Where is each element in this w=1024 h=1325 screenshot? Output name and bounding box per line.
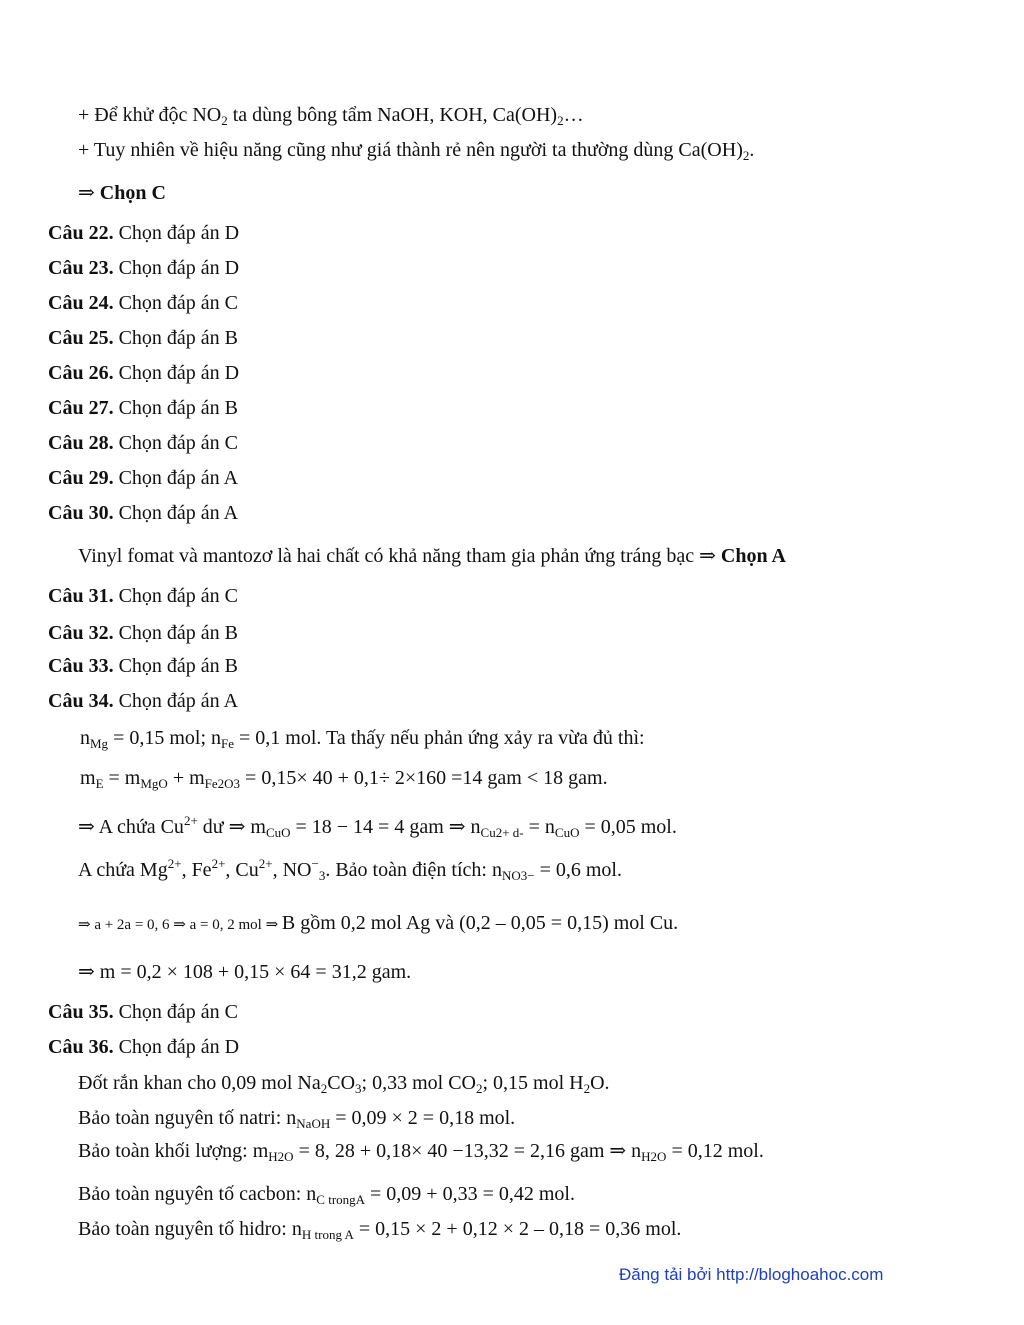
q34-line-3: ⇒ A chứa $Cu^{2+}$ dư ⇒ $m_{CuO} = 18 - 14 = 4$ gam ⇒ $n_{Cu2+ d-} = n_{CuO} = 0,05$ mol. bbox=[78, 813, 677, 840]
answer-line: Câu 28. Chọn đáp án C bbox=[48, 432, 239, 454]
answer-line: Câu 32. Chọn đáp án B bbox=[48, 622, 239, 644]
q36-line-4: Bảo toàn nguyên tố cacbon: $n_{C trongA} = 0,09 + 0,33 = 0,42$ mol. bbox=[78, 1183, 575, 1207]
intro-choose: ⇒ Chọn C bbox=[78, 182, 166, 204]
answer-line: Câu 26. Chọn đáp án D bbox=[48, 362, 240, 384]
q36-line-3: Bảo toàn khối lượng: $m_{H2O} = 8$, 28 + 0,18× 40 −13,32 = 2,16 gam ⇒ $n_{H2O} = 0,12$ mol. bbox=[78, 1140, 764, 1164]
answer-line: Câu 23. Chọn đáp án D bbox=[48, 257, 240, 279]
q30-explanation: Vinyl fomat và mantozơ là hai chất có khả năng tham gia phản ứng tráng bạc ⇒ Chọn A bbox=[78, 545, 786, 567]
q34-line-2: $m_E = m_{MgO} + m_{Fe2O3} = 0,15\times 40 + 0,1\div 2\times 160 =14$ gam < 18 gam. bbox=[80, 767, 608, 791]
answer-line: Câu 24. Chọn đáp án C bbox=[48, 292, 239, 314]
answer-line: Câu 29. Chọn đáp án A bbox=[48, 467, 239, 489]
q36-line-5: Bảo toàn nguyên tố hidro: $n_{H trong A} = 0,15 \times 2 + 0,12 \times 2 - 0,18 = 0,36$ mol. bbox=[78, 1218, 682, 1242]
q34-line-4: A chứa $Mg^{2+}$, $Fe^{2+}$, $Cu^{2+}$, $NO^-_3$. Bảo toàn điện tích: $n_{NO3-} = 0,6$ mol. bbox=[78, 856, 622, 883]
answer-line: Câu 25. Chọn đáp án B bbox=[48, 327, 239, 349]
answer-line: Câu 35. Chọn đáp án C bbox=[48, 1001, 239, 1023]
q34-line-5: ⇒ a + 2a = 0, 6 ⇒ a = 0, 2 mol ⇒ B gồm 0,2 mol Ag và (0,2 – 0,05 = 0,15) mol Cu. bbox=[78, 912, 679, 934]
q36-line-1: Đốt rắn khan cho 0,09 mol $Na_2CO_3$; 0,33 mol $CO_2$; 0,15 mol $H_2O$. bbox=[78, 1072, 610, 1096]
answer-line: Câu 30. Chọn đáp án A bbox=[48, 502, 239, 524]
intro-line-1: + Để khử độc $NO_2$ ta dùng bông tẩm NaOH, KOH, $Ca(OH)_2\dots$ bbox=[78, 104, 584, 128]
intro-line-2: + Tuy nhiên về hiệu năng cũng như giá thành rẻ nên người ta thường dùng $Ca(OH)_2$. bbox=[78, 139, 755, 163]
answer-line: Câu 34. Chọn đáp án A bbox=[48, 690, 239, 712]
answer-line: Câu 31. Chọn đáp án C bbox=[48, 585, 239, 607]
answer-line: Câu 33. Chọn đáp án B bbox=[48, 655, 239, 677]
answer-line: Câu 27. Chọn đáp án B bbox=[48, 397, 239, 419]
q34-line-6: ⇒ m = 0,2 × 108 + 0,15 × 64 = 31,2 gam. bbox=[78, 961, 412, 983]
q34-line-1: $n_{Mg} = 0,15$ mol; $n_{Fe} = 0,1$ mol. Ta thấy nếu phản ứng xảy ra vừa đủ thì: bbox=[80, 727, 645, 751]
q36-line-2: Bảo toàn nguyên tố natri: $n_{NaOH} = 0,09 \times 2 = 0,18$ mol. bbox=[78, 1107, 516, 1131]
answer-line: Câu 22. Chọn đáp án D bbox=[48, 222, 240, 244]
answer-line: Câu 36. Chọn đáp án D bbox=[48, 1036, 240, 1058]
footer-source-link[interactable]: Đăng tải bởi http://bloghoahoc.com bbox=[619, 1265, 884, 1284]
